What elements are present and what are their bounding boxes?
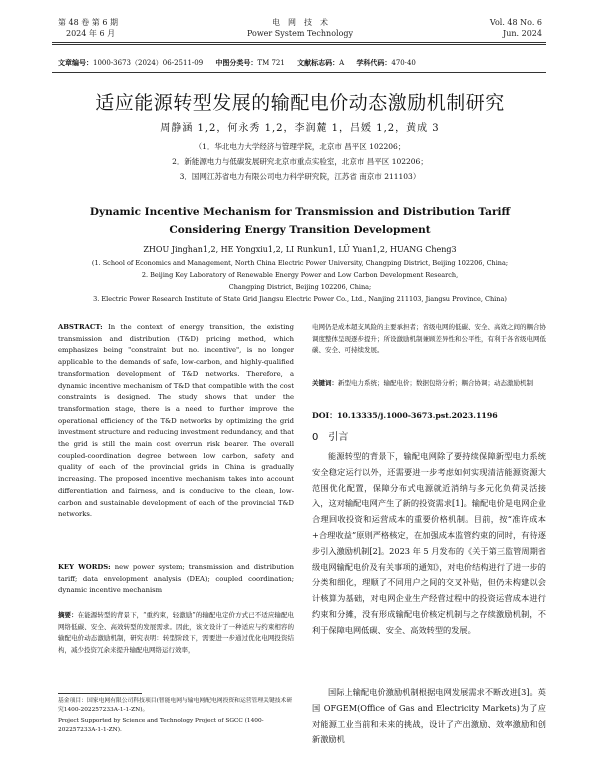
authors-zh: 周静涵 1,2，何永秀 1,2，李润麓 1，吕媛 1,2，黄成 3 xyxy=(160,123,440,134)
keywords-en: KEY WORDS: new power system; transmission and distribution tariff; data envelopment analysis (DEA); coupled coordination; dynamic incentive mechanism xyxy=(58,563,294,595)
header-rule xyxy=(52,42,546,43)
footnote-rule xyxy=(58,693,142,694)
affiliation-en-3: Changping District, Beijing 102206, China; xyxy=(228,283,372,291)
abstract-en: ABSTRACT: In the context of energy transition, the existing transmission and distribution (T&D) pricing method, which emphasizes being "constraint but no. incentive", is no longer applicable to the demands of safe, low-carbon, and highly-qualified transformation development of T&D networks. Therefore, a dynamic incentive mechanism of T&D that compatible with the cost constraints is designed. The study shows that under the transformation stage, there is a need to further improve the operational efficiency of the T&D networks by optimizing the grid investment structure and reducing investment redundancy, and that the grid is still the main cost overrun risk bearer. The overall coupled-coordination degree between low carbon, safety and quality of each of the provincial grids in China is gradually increasing. The proposed incentive mechanism takes into account differentiation and fairness, and is conducive to the clean, low-carbon and sustainable development of each of the provincial T&D networks. xyxy=(58,323,294,519)
article-meta: 文章编号：1000-3673（2024）06-2511-09 中图分类号：TM 721 文献标志码：A 学科代码：470·40 xyxy=(58,59,416,67)
title-en-line1: Dynamic Incentive Mechanism for Transmission and Distribution Tariff xyxy=(89,206,511,218)
authors-en: ZHOU Jinghan1,2, HE Yongxiu1,2, LI Runkun1, LÜ Yuan1,2, HUANG Cheng3 xyxy=(143,245,457,254)
intro-paragraph-1: 能源转型的背景下，输配电网除了要持续保障新型电力系统安全稳定运行以外，还需要进一步考虑如何实现清洁能源资源大范围优化配置，保障分布式电源就近消纳与多元化负荷灵活接入，这对输配电网产生了新的投资需求[1]。输配电价是电网企业合理回收投资和运营成本的重要价格机制。目前，按“准许成本+合理收益”原则严格核定，在加强成本监管约束的同时，有待逐步引入激励机制[2]。2023 年 5 月发布的《关于第三监管周期省级电网输配电价及有关事项的通知》，对电价结构进行了进一步的分类和细化，理顺了不同用户之间的交叉补贴，但仍未构建以会计核算为基础，对电网企业生产经营过程中的投资运营成本进行约束和分摊，没有形成输配电价核定机制与之存续激励机制，不利于保障电网低碳、安全、高效转型的发展。 xyxy=(312,451,546,635)
header-volume-en: Vol. 48 No. 6 xyxy=(489,18,542,27)
abstract-zh-continued: 电网仍是成本超支风险的主要承担者；省级电网的低碳、安全、高效之间的耦合协调度整体呈现逐步提升；所设激励机制兼顾差异性和公平性，有利于各省级电网低碳、安全、可持续发展。 xyxy=(312,323,546,354)
affiliation-zh-3: 3．国网江苏省电力有限公司电力科学研究院，江苏省 南京市 211103） xyxy=(179,172,421,181)
section-heading: 0 引言 xyxy=(312,432,349,443)
footnote-zh: 基金项目：国家电网有限公司科技项目(智能电网与输电网配电网投资和运营管理关键技术研究1400-202257233A-1-1-ZN)。 xyxy=(58,698,293,713)
affiliation-zh-2: 2．新能源电力与低碳发展研究北京市重点实验室，北京市 昌平区 102206； xyxy=(172,157,428,166)
affiliation-en-1: (1. School of Economics and Management, North China Electric Power University, Changping District, Beijing 102206, China; xyxy=(91,259,509,267)
title-zh: 适应能源转型发展的输配电价动态激励机制研究 xyxy=(95,92,505,114)
meta-rule xyxy=(52,72,546,73)
affiliation-en-2: 2. Beijing Key Laboratory of Renewable Energy Power and Low Carbon Development Research, xyxy=(141,271,459,279)
title-en-line2: Considering Energy Transition Development xyxy=(169,224,431,236)
footnote-en: Project Supported by Science and Technology Project of SGCC (1400-202257233A-1-1-ZN). xyxy=(58,718,264,733)
journal-name-en: Power System Technology xyxy=(246,29,354,38)
header-rule-2 xyxy=(52,44,546,45)
intro-paragraph-2: 国际上输配电价激励机制根据电网发展需求不断改进[3]。英国 OFGEM(Office of Gas and Electricity Markets)为了应对能源工业当前和未来的挑战，设计了产出激励、效率激励和创新激励机 xyxy=(312,687,546,745)
affiliation-en-4: 3. Electric Power Research Institute of State Grid Jiangsu Electric Power Co., Ltd., Nanjing 211103, Jiangsu Province, China) xyxy=(93,295,507,303)
header-date-en: Jun. 2024 xyxy=(503,29,542,38)
abstract-en-text: In the context of energy transition, the existing transmission and distribution (T&D) pricing method, which emphasizes being "constraint but no. incentive", is no longer applicable to the demands of safe, low-carbon, and highly-qualified transformation development of T&D networks. Therefore, a dynamic incentive mechanism of T&D that compatible with the cost constraints is designed. The study shows that under the transformation stage, there is a need to further improve the operational efficiency of the T&D networks by optimizing the grid investment structure and reducing investment redundancy, and that the grid is still the main cost overrun risk bearer. The overall coupled-coordination degree between low carbon, safety and quality of each of the provincial grids in China is gradually increasing. The proposed incentive mechanism takes into account differentiation and fairness, and is conducive to the clean, low-carbon and sustainable development of each of the provincial T&D networks. xyxy=(58,323,294,519)
keywords-zh: 关键词：新型电力系统；输配电价；数据包络分析；耦合协调；动态激励机制 xyxy=(312,379,533,387)
journal-name-zh: 电 网 技 术 xyxy=(272,18,328,27)
doi: DOI：10.13335/j.1000-3673.pst.2023.1196 xyxy=(312,411,498,420)
abstract-zh: 摘要：在能源转型的背景下，“重约束，轻激励”的输配电定价方式已不适应输配电网络低碳、安全、高效转型的发展需求。因此，该文设计了一种适应与约束相容的输配电价动态激励机制，研究表明：转型阶段下，需要进一步通过优化电网投资结构，减少投资冗余来提升输配电网络运行效率， xyxy=(58,611,294,654)
header-date: 2024 年 6 月 xyxy=(66,29,116,38)
affiliation-zh-1: （1．华北电力大学经济与管理学院，北京市 昌平区 102206； xyxy=(194,142,406,151)
header-volume: 第 48 卷 第 6 期 xyxy=(58,18,118,27)
